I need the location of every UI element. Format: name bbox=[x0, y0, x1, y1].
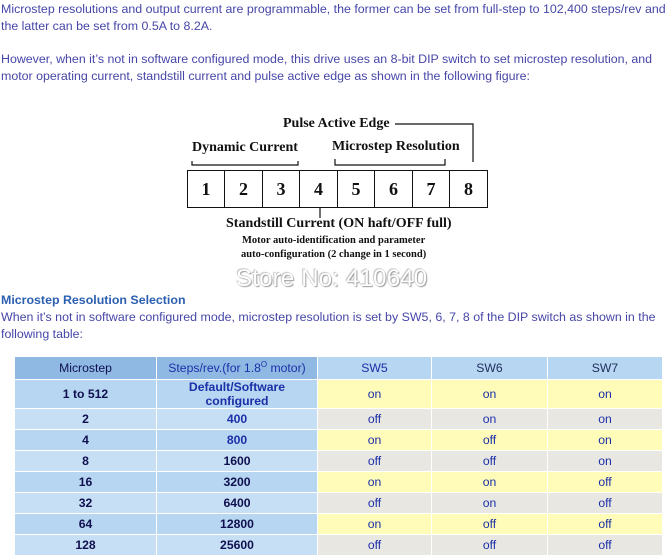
header-steps-degree: O bbox=[260, 360, 268, 370]
cell-sw5: off bbox=[318, 451, 432, 472]
table-header-row bbox=[15, 357, 663, 380]
dip-switch-2: 2 bbox=[224, 170, 263, 208]
cell-microstep: 2 bbox=[15, 409, 157, 430]
cell-microstep: 64 bbox=[15, 514, 157, 535]
auto-id-note-line1: Motor auto-identification and parameter bbox=[242, 235, 426, 246]
header-steps bbox=[157, 357, 318, 380]
pulse-active-edge-label: Pulse Active Edge bbox=[283, 116, 390, 131]
cell-microstep: 32 bbox=[15, 493, 157, 514]
dynamic-current-label: Dynamic Current bbox=[192, 140, 298, 155]
dip-switch-7: 7 bbox=[412, 170, 451, 208]
dip-switch-4: 4 bbox=[299, 170, 338, 208]
cell-sw5: on bbox=[318, 472, 432, 493]
header-sw6: SW6 bbox=[432, 357, 548, 380]
cell-sw7: on bbox=[548, 380, 663, 409]
cell-sw5: on bbox=[318, 514, 432, 535]
cell-sw6: on bbox=[432, 493, 548, 514]
cell-sw5: off bbox=[318, 409, 432, 430]
cell-steps: 25600 bbox=[157, 535, 318, 556]
table-row bbox=[15, 493, 663, 514]
cell-steps: 1600 bbox=[157, 451, 318, 472]
store-watermark: Store No: 410640 bbox=[236, 265, 428, 292]
table-row bbox=[15, 472, 663, 493]
cell-sw7: on bbox=[548, 409, 663, 430]
microstep-table bbox=[14, 356, 663, 556]
cell-sw7: off bbox=[548, 535, 663, 556]
dip-switch-5: 5 bbox=[337, 170, 376, 208]
cell-microstep: 16 bbox=[15, 472, 157, 493]
auto-id-note-line2: auto-configuration (2 change in 1 second) bbox=[241, 249, 427, 260]
cell-sw7: off bbox=[548, 493, 663, 514]
microstep-resolution-label: Microstep Resolution bbox=[332, 139, 460, 154]
intro-paragraph-1: Microstep resolutions and output current are programmable, the former can be set from full-step to 102,400 steps/rev and the latter can be set from 0.5A to 8.2A. bbox=[1, 2, 666, 33]
section-title: Microstep Resolution Selection bbox=[1, 293, 186, 307]
table-row bbox=[15, 451, 663, 472]
dip-switch-3: 3 bbox=[262, 170, 301, 208]
dip-switch bbox=[188, 170, 488, 208]
cell-sw6: on bbox=[432, 409, 548, 430]
cell-steps: 12800 bbox=[157, 514, 318, 535]
dip-switch-6: 6 bbox=[374, 170, 413, 208]
cell-sw7: on bbox=[548, 430, 663, 451]
header-sw5: SW5 bbox=[318, 357, 432, 380]
cell-sw6: off bbox=[432, 451, 548, 472]
cell-sw7: on bbox=[548, 451, 663, 472]
cell-microstep: 1 to 512 bbox=[15, 380, 157, 409]
cell-sw6: on bbox=[432, 472, 548, 493]
cell-microstep: 4 bbox=[15, 430, 157, 451]
cell-sw6: off bbox=[432, 430, 548, 451]
table-row bbox=[15, 514, 663, 535]
cell-steps: 400 bbox=[157, 409, 318, 430]
header-sw7: SW7 bbox=[548, 357, 663, 380]
header-steps-prefix: Steps/rev.(for 1.8 bbox=[168, 361, 261, 376]
cell-sw6: off bbox=[432, 535, 548, 556]
cell-sw5: off bbox=[318, 493, 432, 514]
dip-switch-1: 1 bbox=[187, 170, 226, 208]
cell-sw5: off bbox=[318, 535, 432, 556]
cell-sw7: off bbox=[548, 514, 663, 535]
cell-steps: Default/Software configured bbox=[157, 380, 318, 409]
cell-sw5: on bbox=[318, 430, 432, 451]
cell-steps: 6400 bbox=[157, 493, 318, 514]
cell-steps: 3200 bbox=[157, 472, 318, 493]
header-microstep: Microstep bbox=[15, 357, 157, 380]
cell-sw6: off bbox=[432, 514, 548, 535]
cell-microstep: 128 bbox=[15, 535, 157, 556]
cell-sw6: on bbox=[432, 380, 548, 409]
table-row bbox=[15, 409, 663, 430]
table-row bbox=[15, 380, 663, 409]
intro-paragraph-2: However, when it’s not in software configured mode, this drive uses an 8-bit DIP switch to set microstep resolution, and motor operating current, standstill current and pulse active edge as shown in the following figure: bbox=[1, 52, 653, 83]
standstill-current-label: Standstill Current (ON haft/OFF full) bbox=[226, 216, 452, 231]
dip-switch-8: 8 bbox=[449, 170, 488, 208]
table-row bbox=[15, 430, 663, 451]
cell-sw7: off bbox=[548, 472, 663, 493]
cell-sw5: on bbox=[318, 380, 432, 409]
cell-steps: 800 bbox=[157, 430, 318, 451]
cell-microstep: 8 bbox=[15, 451, 157, 472]
section-text: When it’s not in software configured mode, microstep resolution is set by SW5, 6, 7, 8 of the DIP switch as shown in the following table: bbox=[1, 310, 656, 341]
header-steps-suffix: motor) bbox=[267, 361, 306, 376]
table-row bbox=[15, 535, 663, 556]
